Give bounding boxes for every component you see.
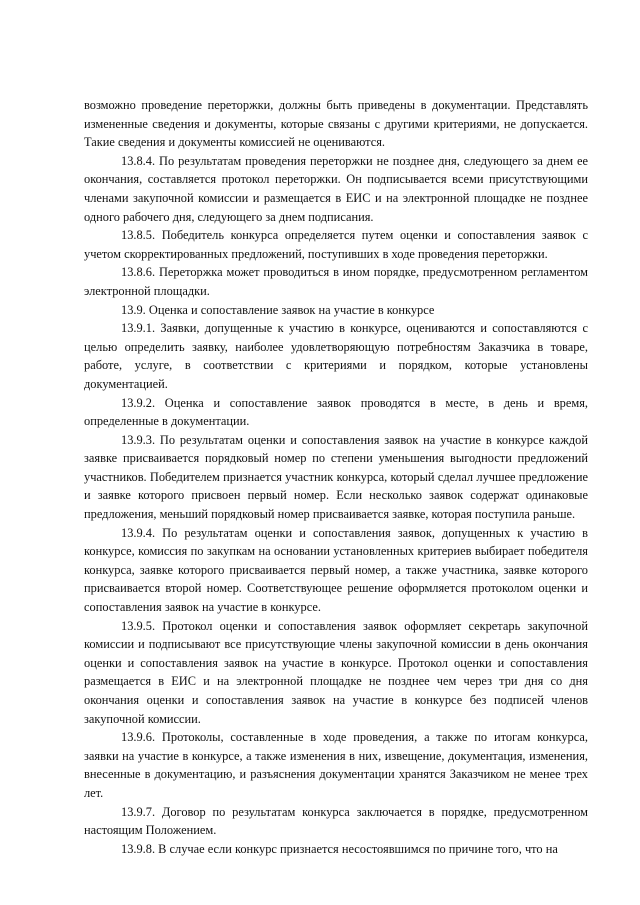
paragraph-13-8-5: 13.8.5. Победитель конкурса определяется путем оценки и сопоставления заявок с учетом скорректированных предложений, поступивших в ходе проведения переторжки. [84, 228, 588, 261]
paragraph-13-9-1: 13.9.1. Заявки, допущенные к участию в конкурсе, оцениваются и сопоставляются с целью определить заявку, наиболее удовлетворяющую потребностям Заказчика в товаре, работе, услуге, в соответствии с критериями и порядком, которые установлены документацией. [84, 321, 588, 391]
paragraph-continuation: возможно проведение переторжки, должны быть приведены в документации. Представлять измененные сведения и документы, которые связаны с другими критериями, не допускается. Такие сведения и документы комиссией не оцениваются. [84, 98, 588, 150]
paragraph-13-9-2: 13.9.2. Оценка и сопоставление заявок проводятся в месте, в день и время, определенные в документации. [84, 395, 588, 429]
paragraph-13-9-7: 13.9.7. Договор по результатам конкурса заключается в порядке, предусмотренном настоящим Положением. [84, 804, 588, 838]
paragraph-13-8-6: 13.8.6. Переторжка может проводиться в ином порядке, предусмотренном регламентом электронной площадки. [84, 265, 588, 298]
paragraph-13-9-3: 13.9.3. По результатам оценки и сопоставления заявок на участие в конкурсе каждой заявке присваивается порядковый номер по степени уменьшения выгодности предложений участников. Победителем признается участник конкурса, который сделал лучшее предложение и заявке которого присвоен первый номер. Если несколько заявок содержат одинаковые предложения, меньший порядковый номер присваивается заявке, которая поступила раньше. [84, 432, 588, 522]
paragraph-13-9-6: 13.9.6. Протоколы, составленные в ходе проведения, а также по итогам конкурса, заявки на участие в конкурсе, а также изменения в них, извещение, документация, изменения, внесенные в документацию, и разъяснения документации хранятся Заказчиком не менее трех лет. [84, 730, 588, 800]
paragraph-13-8-4: 13.8.4. По результатам проведения переторжки не позднее дня, следующего за днем ее окончания, составляется протокол переторжки. Он подписывается всеми присутствующими членами закупочной комиссии и размещается в ЕИС и на электронной площадке не позднее одного рабочего дня, следующего за днем подписания. [84, 153, 588, 224]
section-heading-13-9: 13.9. Оценка и сопоставление заявок на участие в конкурсе [121, 302, 435, 317]
paragraph-13-9-8: 13.9.8. В случае если конкурс признается несостоявшимся по причине того, что на [121, 841, 558, 856]
paragraph-13-9-4: 13.9.4. По результатам оценки и сопоставления заявок, допущенных к участию в конкурсе, комиссия по закупкам на основании установленных критериев выбирает победителя конкурса, заявке которого присваивается первый номер, а также участника, заявке которого присваивается второй номер. Соответствующее решение оформляется протоколом оценки и сопоставления заявок на участие в конкурсе. [84, 525, 588, 615]
paragraph-13-9-5: 13.9.5. Протокол оценки и сопоставления заявок оформляет секретарь закупочной комиссии и подписывают все присутствующие члены закупочной комиссии в день окончания оценки и сопоставления заявок на участие в конкурсе. Протокол оценки и сопоставления размещается в ЕИС и на электронной площадке не позднее чем через три дня со дня окончания оценки и сопоставления заявок на участие в конкурсе без подписей членов закупочной комиссии. [84, 618, 588, 726]
document-text [84, 96, 588, 858]
